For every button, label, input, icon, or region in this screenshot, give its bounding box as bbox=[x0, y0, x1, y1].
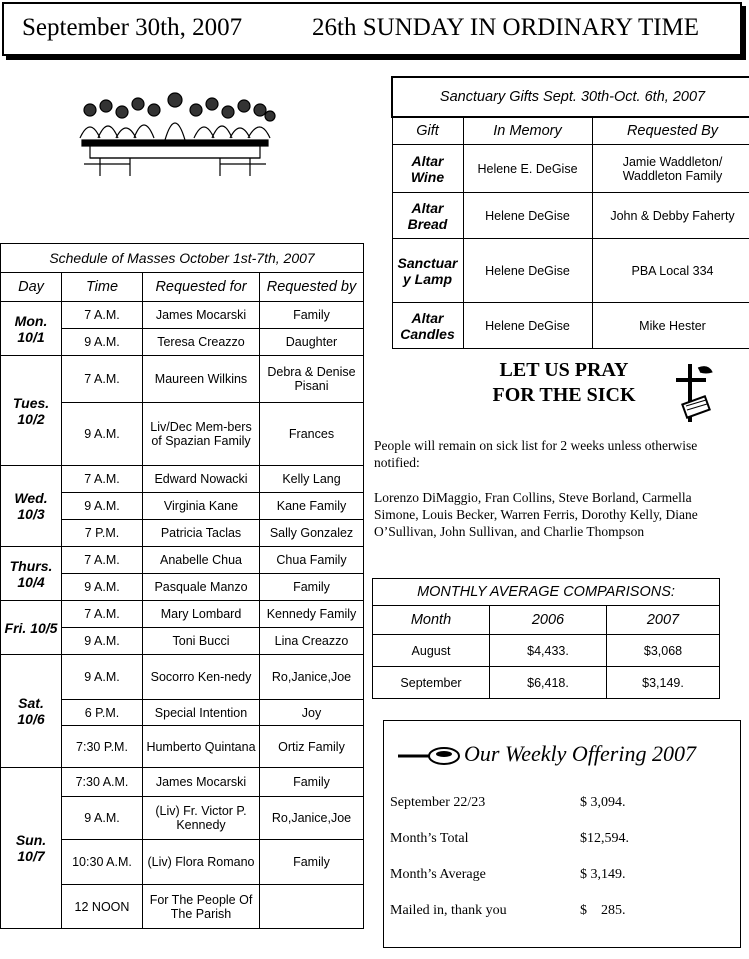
monthly-2006: $4,433. bbox=[490, 635, 607, 667]
mass-for: Edward Nowacki bbox=[143, 466, 260, 493]
offering-title: Our Weekly Offering 2007 bbox=[464, 741, 696, 766]
mass-for: Pasquale Manzo bbox=[143, 574, 260, 601]
monthly-2007: $3,149. bbox=[607, 667, 720, 699]
mass-by: Ro,Janice,Joe bbox=[260, 797, 364, 840]
offering-label: Month’s Total bbox=[390, 831, 469, 846]
last-supper-illustration bbox=[70, 88, 280, 180]
table-row bbox=[392, 239, 749, 303]
mass-time: 7 A.M. bbox=[62, 466, 143, 493]
offering-amount: $12,594. bbox=[580, 831, 629, 846]
mass-for: Liv/Dec Mem-bers of Spazian Family bbox=[143, 403, 260, 466]
weekly-offering-box bbox=[383, 720, 741, 948]
monthly-month: September bbox=[373, 667, 490, 699]
gift-requested-by: John & Debby Faherty bbox=[592, 193, 749, 239]
monthly-header-2006: 2006 bbox=[490, 606, 607, 635]
mass-by: Family bbox=[260, 302, 364, 329]
gift-requested-by: Mike Hester bbox=[592, 303, 749, 349]
mass-by: Ortiz Family bbox=[260, 726, 364, 768]
offering-amount: $ 3,149. bbox=[580, 867, 626, 882]
mass-day: Thurs. 10/4 bbox=[1, 547, 62, 601]
mass-day: Fri. 10/5 bbox=[1, 601, 62, 655]
masses-header-by: Requested by bbox=[260, 273, 364, 302]
gifts-header-gift: Gift bbox=[392, 117, 463, 145]
mass-by: Sally Gonzalez bbox=[260, 520, 364, 547]
mass-by: Chua Family bbox=[260, 547, 364, 574]
gift-memory: Helene DeGise bbox=[463, 193, 592, 239]
monthly-header-2007: 2007 bbox=[607, 606, 720, 635]
mass-time: 9 A.M. bbox=[62, 493, 143, 520]
sick-list-note: People will remain on sick list for 2 weeks unless otherwise notified: bbox=[374, 438, 698, 470]
mass-time: 12 NOON bbox=[62, 885, 143, 929]
bulletin-date: September 30th, 2007 bbox=[22, 14, 243, 41]
table-row bbox=[1, 302, 364, 329]
table-row bbox=[1, 466, 364, 493]
mass-for: Mary Lombard bbox=[143, 601, 260, 628]
table-row bbox=[1, 547, 364, 574]
mass-for: Teresa Creazzo bbox=[143, 329, 260, 356]
mass-by: Frances bbox=[260, 403, 364, 466]
offering-label: Mailed in, thank you bbox=[390, 903, 507, 918]
mass-time: 9 A.M. bbox=[62, 628, 143, 655]
masses-header-time: Time bbox=[62, 273, 143, 302]
monthly-2006: $6,418. bbox=[490, 667, 607, 699]
gifts-caption: Sanctuary Gifts Sept. 30th-Oct. 6th, 2007 bbox=[392, 77, 749, 117]
gift-name: Altar Candles bbox=[392, 303, 463, 349]
gift-name: Altar Wine bbox=[392, 145, 463, 193]
mass-time: 7 A.M. bbox=[62, 547, 143, 574]
pray-title-line2: FOR THE SICK bbox=[492, 384, 636, 406]
mass-for: Anabelle Chua bbox=[143, 547, 260, 574]
monthly-2007: $3,068 bbox=[607, 635, 720, 667]
monthly-caption: MONTHLY AVERAGE COMPARISONS: bbox=[373, 579, 720, 606]
offering-amount: $ 285. bbox=[580, 903, 626, 918]
mass-time: 7 A.M. bbox=[62, 601, 143, 628]
mass-day: Tues. 10/2 bbox=[1, 356, 62, 466]
mass-for: Maureen Wilkins bbox=[143, 356, 260, 403]
mass-time: 7 A.M. bbox=[62, 356, 143, 403]
mass-by: Family bbox=[260, 574, 364, 601]
mass-for: James Mocarski bbox=[143, 768, 260, 797]
table-row bbox=[392, 145, 749, 193]
table-row bbox=[373, 635, 720, 667]
mass-time: 9 A.M. bbox=[62, 329, 143, 356]
mass-by: Kennedy Family bbox=[260, 601, 364, 628]
sanctuary-gifts-table bbox=[391, 76, 749, 349]
gifts-header-memory: In Memory bbox=[463, 117, 592, 145]
mass-time: 9 A.M. bbox=[62, 574, 143, 601]
masses-header-day: Day bbox=[1, 273, 62, 302]
bulletin-title: 26th SUNDAY IN ORDINARY TIME bbox=[312, 14, 700, 41]
mass-day: Sat. 10/6 bbox=[1, 655, 62, 768]
bulletin-header bbox=[2, 2, 742, 56]
mass-by: Kane Family bbox=[260, 493, 364, 520]
offering-amount: $ 3,094. bbox=[580, 795, 626, 810]
gift-requested-by: Jamie Waddleton/ Waddleton Family bbox=[592, 145, 749, 193]
mass-time: 7:30 P.M. bbox=[62, 726, 143, 768]
mass-by: Family bbox=[260, 768, 364, 797]
offering-label: September 22/23 bbox=[390, 795, 486, 810]
mass-time: 6 P.M. bbox=[62, 700, 143, 726]
mass-by bbox=[260, 885, 364, 929]
table-row bbox=[392, 303, 749, 349]
gift-memory: Helene DeGise bbox=[463, 239, 592, 303]
sick-list-names: Lorenzo DiMaggio, Fran Collins, Steve Borland, Carmella Simone, Louis Becker, Warren Ferris, Dorothy Kelly, Diane O’Sullivan, John Sullivan, and Charlie Thompson bbox=[374, 490, 698, 539]
mass-by: Ro,Janice,Joe bbox=[260, 655, 364, 700]
mass-day: Sun. 10/7 bbox=[1, 768, 62, 929]
pray-title bbox=[474, 358, 654, 408]
monthly-header-month: Month bbox=[373, 606, 490, 635]
offering-basket-icon bbox=[396, 743, 462, 769]
table-row bbox=[1, 768, 364, 797]
masses-header-for: Requested for bbox=[143, 273, 260, 302]
mass-time: 7 A.M. bbox=[62, 302, 143, 329]
mass-time: 7:30 A.M. bbox=[62, 768, 143, 797]
table-row bbox=[392, 193, 749, 239]
masses-caption: Schedule of Masses October 1st-7th, 2007 bbox=[1, 244, 364, 273]
mass-for: Socorro Ken-nedy bbox=[143, 655, 260, 700]
offering-label: Month’s Average bbox=[390, 867, 486, 882]
mass-for: Humberto Quintana bbox=[143, 726, 260, 768]
mass-for: For The People Of The Parish bbox=[143, 885, 260, 929]
mass-for: Patricia Taclas bbox=[143, 520, 260, 547]
monthly-average-table bbox=[372, 578, 720, 699]
mass-for: Virginia Kane bbox=[143, 493, 260, 520]
mass-day: Wed. 10/3 bbox=[1, 466, 62, 547]
mass-by: Daughter bbox=[260, 329, 364, 356]
cross-icon bbox=[672, 362, 718, 424]
mass-day: Mon. 10/1 bbox=[1, 302, 62, 356]
gift-memory: Helene E. DeGise bbox=[463, 145, 592, 193]
mass-for: James Mocarski bbox=[143, 302, 260, 329]
mass-for: Special Intention bbox=[143, 700, 260, 726]
monthly-month: August bbox=[373, 635, 490, 667]
gift-name: Altar Bread bbox=[392, 193, 463, 239]
mass-by: Kelly Lang bbox=[260, 466, 364, 493]
mass-by: Family bbox=[260, 840, 364, 885]
mass-for: (Liv) Flora Romano bbox=[143, 840, 260, 885]
gifts-header-requested: Requested By bbox=[592, 117, 749, 145]
gift-requested-by: PBA Local 334 bbox=[592, 239, 749, 303]
mass-time: 7 P.M. bbox=[62, 520, 143, 547]
mass-by: Joy bbox=[260, 700, 364, 726]
mass-time: 9 A.M. bbox=[62, 655, 143, 700]
mass-for: Toni Bucci bbox=[143, 628, 260, 655]
mass-by: Debra & Denise Pisani bbox=[260, 356, 364, 403]
table-row bbox=[1, 356, 364, 403]
mass-time: 9 A.M. bbox=[62, 797, 143, 840]
mass-time: 9 A.M. bbox=[62, 403, 143, 466]
pray-title-line1: LET US PRAY bbox=[499, 359, 629, 381]
mass-for: (Liv) Fr. Victor P. Kennedy bbox=[143, 797, 260, 840]
table-row bbox=[1, 655, 364, 700]
mass-by: Lina Creazzo bbox=[260, 628, 364, 655]
mass-schedule-table bbox=[0, 243, 364, 929]
gift-memory: Helene DeGise bbox=[463, 303, 592, 349]
gift-name: Sanctuar y Lamp bbox=[392, 239, 463, 303]
table-row bbox=[373, 667, 720, 699]
mass-time: 10:30 A.M. bbox=[62, 840, 143, 885]
table-row bbox=[1, 601, 364, 628]
